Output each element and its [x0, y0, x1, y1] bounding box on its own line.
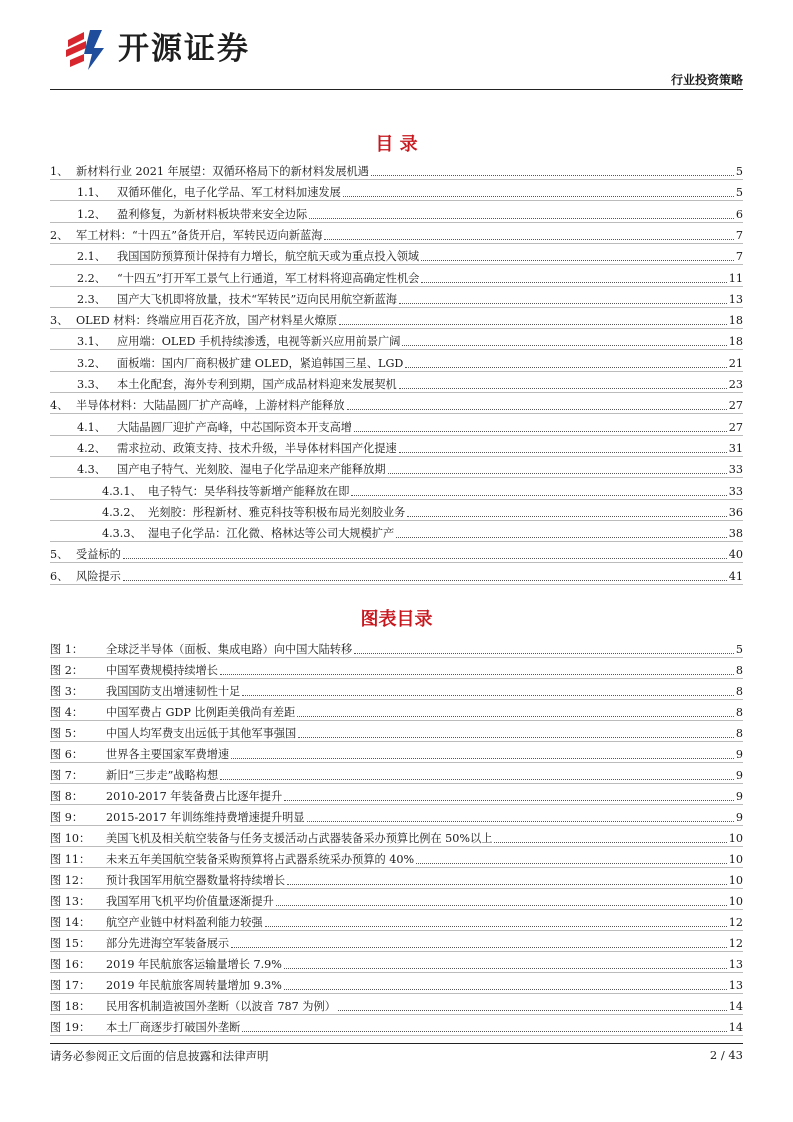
entry-number: 图 10： [50, 832, 91, 845]
entry-title: 民用客机制造被国外垄断（以波音 787 为例） [106, 1000, 336, 1013]
figure-entry[interactable] [50, 868, 743, 889]
entry-title: 应用端：OLED 手机持续渗透，电视等新兴应用前景广阔 [117, 335, 401, 349]
dot-leader [284, 989, 727, 990]
entry-title: 预计我国军用航空器数量将持续增长 [106, 874, 286, 887]
dot-leader [494, 842, 726, 843]
toc-entry[interactable] [50, 266, 743, 287]
entry-number: 2.3、 [77, 292, 106, 306]
entry-title: 部分先进海空军装备展示 [106, 937, 230, 950]
toc-entry[interactable] [50, 521, 743, 542]
page-indicator: 2 / 43 [709, 1048, 743, 1062]
entry-number: 6、 [50, 569, 69, 583]
entry-number: 3.3、 [77, 378, 106, 391]
figure-entry[interactable] [50, 679, 743, 700]
entry-title: 中国人均军费支出远低于其他军事强国 [106, 727, 297, 740]
entry-page-number: 21 [728, 356, 743, 370]
dot-leader [220, 674, 734, 675]
entry-page-number: 40 [728, 548, 743, 562]
dot-leader [297, 716, 734, 717]
entry-number: 4.3.3、 [102, 527, 142, 541]
entry-title: 航空产业链中材料盈利能力较强 [106, 916, 263, 929]
toc-entry[interactable] [50, 351, 743, 372]
row-separator [50, 584, 743, 585]
dot-leader [339, 324, 727, 325]
dot-leader [231, 758, 734, 759]
figures-title: 图表目录 [360, 609, 433, 630]
entry-page-number: 5 [735, 186, 743, 200]
toc-entry[interactable] [50, 244, 743, 265]
entry-title: 风险提示 [76, 569, 121, 583]
dot-leader [388, 473, 727, 474]
dot-leader [284, 800, 734, 801]
entry-number: 5、 [50, 548, 69, 562]
entry-number: 图 18： [50, 1000, 91, 1013]
entry-title: 2019 年民航旅客周转量增加 9.3% [106, 979, 282, 992]
dot-leader [324, 239, 733, 240]
entry-title: 大陆晶圆厂迎扩产高峰，中芯国际资本开支高增 [117, 420, 352, 434]
figure-entry[interactable] [50, 658, 743, 679]
dot-leader [231, 947, 727, 948]
figure-entry[interactable] [50, 1015, 743, 1036]
entry-title: 盈利修复，为新材料板块带来安全边际 [117, 207, 308, 221]
toc-entry[interactable] [50, 457, 743, 478]
entry-page-number: 7 [735, 228, 743, 242]
entry-title: 中国军费规模持续增长 [106, 664, 218, 677]
entry-page-number: 13 [728, 958, 743, 971]
entry-number: 图 5： [50, 727, 84, 740]
figure-entry[interactable] [50, 931, 743, 952]
entry-number: 图 13： [50, 895, 91, 908]
figure-entry[interactable] [50, 889, 743, 910]
entry-page-number: 23 [728, 378, 743, 391]
entry-page-number: 38 [728, 527, 743, 541]
entry-number: 图 15： [50, 937, 91, 950]
entry-number: 4.2、 [77, 441, 106, 455]
entry-page-number: 5 [735, 643, 743, 656]
entry-title: 光刻胶：彤程新材、雅克科技等积极布局光刻胶业务 [148, 505, 406, 519]
entry-number: 图 7： [50, 769, 84, 782]
dot-leader [399, 452, 727, 453]
dot-leader [354, 653, 734, 654]
entry-page-number: 10 [728, 853, 743, 866]
dot-leader [416, 863, 727, 864]
entry-page-number: 27 [728, 420, 743, 434]
header-divider [50, 89, 743, 90]
entry-page-number: 7 [735, 250, 743, 264]
entry-page-number: 12 [728, 916, 743, 929]
entry-page-number: 8 [735, 685, 743, 698]
entry-title: 2015-2017 年训练维持费增速提升明显 [106, 811, 305, 824]
dot-leader [287, 884, 727, 885]
entry-page-number: 13 [728, 292, 743, 306]
toc-entry[interactable] [50, 415, 743, 436]
toc-entry[interactable] [50, 329, 743, 350]
entry-title: 军工材料：“十四五”备货开启，军转民迈向新蓝海 [76, 228, 323, 242]
toc-entry[interactable] [50, 372, 743, 393]
entry-page-number: 9 [735, 811, 743, 824]
entry-page-number: 33 [728, 484, 743, 498]
dot-leader [405, 367, 726, 368]
toc-title: 目 录 [375, 134, 418, 155]
dot-leader [338, 1010, 727, 1011]
entry-page-number: 8 [735, 664, 743, 677]
entry-title: 双循环催化，电子化学品、军工材料加速发展 [117, 186, 341, 200]
entry-page-number: 33 [728, 463, 743, 477]
entry-title: OLED 材料：终端应用百花齐放，国产材料星火燎原 [76, 314, 338, 328]
entry-title: 未来五年美国航空装备采购预算将占武器系统采办预算的 40% [106, 853, 415, 866]
figure-entry[interactable] [50, 763, 743, 784]
dot-leader [298, 737, 734, 738]
footer-divider [50, 1043, 743, 1044]
dot-leader [242, 1031, 726, 1032]
dot-leader [220, 779, 734, 780]
entry-title: 我国军用飞机平均价值量逐渐提升 [106, 895, 274, 908]
entry-title: 新材料行业 2021 年展望：双循环格局下的新材料发展机遇 [76, 165, 369, 178]
dot-leader [351, 495, 726, 496]
entry-title: 需求拉动、政策支持、技术升级，半导体材料国产化提速 [117, 441, 397, 455]
dot-leader [396, 537, 727, 538]
entry-number: 图 6： [50, 748, 84, 761]
entry-number: 图 4： [50, 706, 84, 719]
entry-title: 国产大飞机即将放量，技术“军转民”迈向民用航空新蓝海 [117, 292, 397, 306]
entry-title: 湿电子化学品：江化微、格林达等公司大规模扩产 [148, 527, 395, 541]
entry-page-number: 18 [728, 335, 743, 349]
figure-entry[interactable] [50, 826, 743, 847]
entry-title: 全球泛半导体（面板、集成电路）向中国大陆转移 [106, 643, 353, 656]
entry-number: 图 16： [50, 958, 91, 971]
entry-page-number: 36 [728, 505, 743, 519]
figure-entry[interactable] [50, 994, 743, 1015]
entry-title: 国产电子特气、光刻胶、湿电子化学品迎来产能释放期 [117, 463, 386, 477]
logo-mark-icon [64, 26, 108, 72]
entry-number: 1.1、 [77, 186, 106, 200]
entry-number: 图 2： [50, 664, 84, 677]
entry-title: 我国国防预算预计保持有力增长，航空航天或为重点投入领域 [117, 250, 420, 264]
entry-number: 2.1、 [77, 250, 106, 264]
toc-entry[interactable] [50, 479, 743, 500]
entry-page-number: 9 [735, 790, 743, 803]
entry-title: 电子特气：昊华科技等新增产能释放在即 [148, 484, 350, 498]
figure-entry[interactable] [50, 742, 743, 763]
entry-title: “十四五”打开军工景气上行通道，军工材料将迎高确定性机会 [117, 271, 420, 285]
entry-number: 1.2、 [77, 207, 106, 221]
dot-leader [421, 260, 734, 261]
entry-title: 2019 年民航旅客运输量增长 7.9% [106, 958, 282, 971]
dot-leader [265, 926, 727, 927]
report-type-label: 行业投资策略 [670, 73, 743, 87]
dot-leader [343, 196, 734, 197]
dot-leader [371, 175, 734, 176]
toc-entry[interactable] [50, 393, 743, 414]
figure-entry[interactable] [50, 637, 743, 658]
dot-leader [399, 388, 727, 389]
entry-number: 图 9： [50, 811, 84, 824]
dot-leader [284, 968, 727, 969]
entry-number: 4、 [50, 399, 69, 413]
toc-entry[interactable] [50, 436, 743, 457]
dot-leader [399, 303, 727, 304]
figure-entry[interactable] [50, 721, 743, 742]
brand-name: 开源证券 [118, 31, 250, 67]
figure-entry[interactable] [50, 847, 743, 868]
toc-entry[interactable] [50, 159, 743, 180]
entry-page-number: 31 [728, 441, 743, 455]
entry-title: 半导体材料：大陆晶圆厂扩产高峰，上游材料产能释放 [76, 399, 345, 413]
toc-entry[interactable] [50, 500, 743, 521]
entry-page-number: 13 [728, 979, 743, 992]
entry-page-number: 27 [728, 399, 743, 413]
entry-page-number: 41 [728, 569, 743, 583]
footer-disclaimer: 请务必参阅正文后面的信息披露和法律声明 [50, 1049, 269, 1063]
figure-entry[interactable] [50, 805, 743, 826]
dot-leader [309, 218, 734, 219]
entry-title: 世界各主要国家军费增速 [106, 748, 230, 761]
dot-leader [276, 905, 727, 906]
toc-entry[interactable] [50, 564, 743, 585]
entry-number: 2.2、 [77, 271, 106, 285]
toc-entry[interactable] [50, 308, 743, 329]
entry-page-number: 8 [735, 727, 743, 740]
entry-title: 面板端：国内厂商积极扩建 OLED，紧追韩国三星、LGD [117, 356, 404, 370]
entry-page-number: 10 [728, 874, 743, 887]
entry-number: 1、 [50, 165, 69, 178]
entry-title: 本土厂商逐步打破国外垄断 [106, 1021, 241, 1034]
entry-page-number: 8 [735, 706, 743, 719]
dot-leader [407, 516, 726, 517]
figure-entry[interactable] [50, 700, 743, 721]
entry-number: 图 17： [50, 979, 91, 992]
row-separator [50, 1035, 743, 1036]
entry-number: 3、 [50, 314, 69, 328]
figure-entry[interactable] [50, 784, 743, 805]
dot-leader [354, 431, 727, 432]
toc-entry[interactable] [50, 542, 743, 563]
toc-entry[interactable] [50, 287, 743, 308]
entry-title: 中国军费占 GDP 比例距美俄尚有差距 [106, 706, 296, 719]
dot-leader [347, 409, 727, 410]
entry-number: 图 1： [50, 643, 84, 656]
toc-entry[interactable] [50, 202, 743, 223]
dot-leader [402, 345, 726, 346]
entry-number: 图 11： [50, 853, 91, 866]
entry-number: 4.1、 [77, 420, 106, 434]
entry-page-number: 9 [735, 748, 743, 761]
brand-logo [64, 26, 250, 72]
entry-page-number: 11 [728, 271, 743, 285]
figure-entry[interactable] [50, 910, 743, 931]
entry-number: 4.3.1、 [102, 484, 142, 498]
dot-leader [242, 695, 734, 696]
entry-number: 图 3： [50, 685, 84, 698]
dot-leader [307, 821, 734, 822]
toc-entry[interactable] [50, 223, 743, 244]
entry-number: 3.2、 [77, 356, 106, 370]
entry-title: 受益标的 [76, 548, 121, 562]
entry-number: 2、 [50, 228, 69, 242]
entry-number: 图 19： [50, 1021, 91, 1034]
entry-page-number: 14 [728, 1000, 743, 1013]
entry-page-number: 9 [735, 769, 743, 782]
entry-title: 本土化配套，海外专利到期，国产成品材料迎来发展契机 [117, 378, 397, 391]
entry-page-number: 18 [728, 314, 743, 328]
dot-leader [123, 558, 727, 559]
entry-title: 美国飞机及相关航空装备与任务支援活动占武器装备采办预算比例在 50%以上 [106, 832, 493, 845]
dot-leader [421, 282, 726, 283]
entry-page-number: 12 [728, 937, 743, 950]
entry-number: 图 8： [50, 790, 84, 803]
entry-page-number: 14 [728, 1021, 743, 1034]
entry-number: 图 12： [50, 874, 91, 887]
dot-leader [123, 580, 727, 581]
figure-entry[interactable] [50, 973, 743, 994]
toc-entry[interactable] [50, 180, 743, 201]
entry-page-number: 6 [735, 207, 743, 221]
figure-entry[interactable] [50, 952, 743, 973]
entry-title: 我国国防支出增速韧性十足 [106, 685, 241, 698]
entry-page-number: 10 [728, 832, 743, 845]
entry-title: 新旧“三步走”战略构想 [106, 769, 219, 782]
entry-number: 4.3.2、 [102, 505, 142, 519]
entry-number: 图 14： [50, 916, 91, 929]
entry-page-number: 5 [735, 165, 743, 178]
entry-page-number: 10 [728, 895, 743, 908]
entry-title: 2010-2017 年装备费占比逐年提升 [106, 790, 283, 803]
entry-number: 4.3、 [77, 463, 106, 477]
entry-number: 3.1、 [77, 335, 106, 349]
